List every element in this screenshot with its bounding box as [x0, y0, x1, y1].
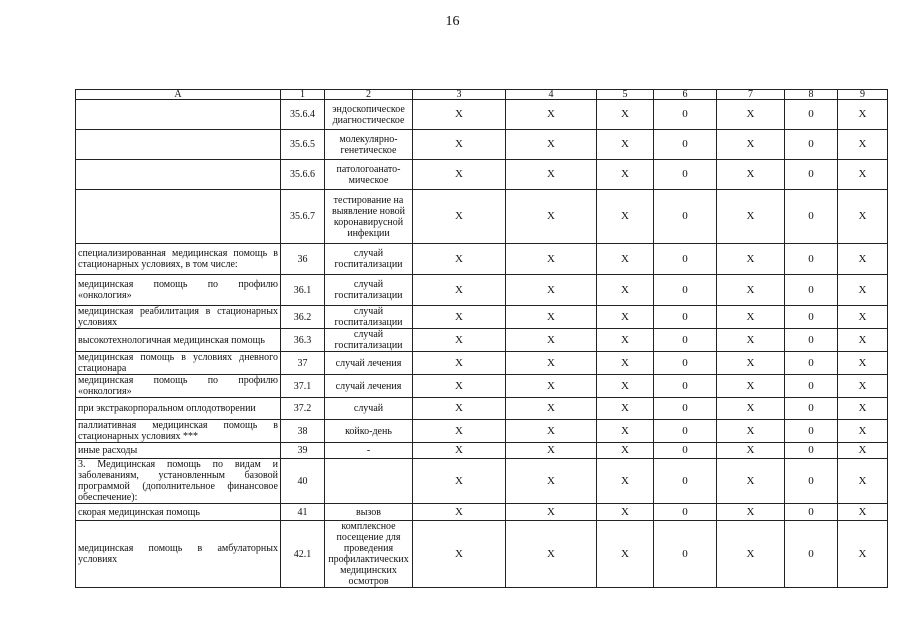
column-header: 8	[785, 90, 838, 100]
value-cell: X	[597, 275, 654, 306]
unit-cell: патологоанато-мическое	[325, 160, 413, 190]
row-code-cell: 36	[281, 244, 325, 275]
table-row	[76, 130, 888, 160]
unit-cell: -	[325, 443, 413, 459]
value-cell: 0	[654, 275, 717, 306]
column-header: A	[76, 90, 281, 100]
row-name-cell: скорая медицинская помощь	[76, 504, 281, 521]
row-name-cell: высокотехнологичная медицинская помощь	[76, 329, 281, 352]
page-number: 16	[445, 14, 460, 29]
value-cell: X	[413, 329, 506, 352]
value-cell: 0	[785, 244, 838, 275]
value-cell: X	[413, 160, 506, 190]
column-header: 1	[281, 90, 325, 100]
value-cell: X	[506, 329, 597, 352]
row-name-cell	[76, 160, 281, 190]
row-code-cell: 35.6.7	[281, 190, 325, 244]
table-row	[76, 504, 888, 521]
table-row	[76, 100, 888, 130]
unit-cell: случай госпитализации	[325, 275, 413, 306]
row-code-cell: 38	[281, 420, 325, 443]
unit-cell: случай госпитализации	[325, 329, 413, 352]
value-cell: X	[717, 100, 785, 130]
value-cell: 0	[785, 160, 838, 190]
value-cell: X	[506, 130, 597, 160]
row-code-cell: 40	[281, 459, 325, 504]
value-cell: X	[597, 100, 654, 130]
value-cell: 0	[654, 420, 717, 443]
value-cell: X	[597, 160, 654, 190]
value-cell: 0	[785, 306, 838, 329]
value-cell: X	[506, 352, 597, 375]
value-cell: X	[413, 100, 506, 130]
row-code-cell: 35.6.6	[281, 160, 325, 190]
unit-cell: койко-день	[325, 420, 413, 443]
value-cell: X	[717, 375, 785, 398]
value-cell: X	[413, 375, 506, 398]
value-cell: X	[717, 130, 785, 160]
value-cell: 0	[785, 190, 838, 244]
value-cell: X	[506, 306, 597, 329]
column-header: 9	[838, 90, 888, 100]
value-cell: X	[717, 352, 785, 375]
table-row	[76, 160, 888, 190]
value-cell: 0	[785, 443, 838, 459]
header-row	[76, 90, 888, 100]
value-cell: X	[413, 352, 506, 375]
value-cell: 0	[654, 244, 717, 275]
value-cell: X	[413, 275, 506, 306]
row-name-cell	[76, 100, 281, 130]
table-row	[76, 329, 888, 352]
value-cell: X	[717, 521, 785, 588]
value-cell: 0	[654, 352, 717, 375]
value-cell: 0	[785, 521, 838, 588]
value-cell: X	[506, 443, 597, 459]
row-name-cell: при экстракорпоральном оплодотворении	[76, 398, 281, 420]
value-cell: 0	[785, 130, 838, 160]
row-name-cell: специализированная медицинская помощь в стационарных условиях, в том числе:	[76, 244, 281, 275]
row-name-cell	[76, 190, 281, 244]
value-cell: X	[413, 443, 506, 459]
value-cell: 0	[654, 329, 717, 352]
value-cell: X	[838, 420, 888, 443]
table-body	[76, 100, 888, 588]
unit-cell: случай лечения	[325, 352, 413, 375]
column-header: 4	[506, 90, 597, 100]
unit-cell: случай	[325, 398, 413, 420]
value-cell: X	[838, 130, 888, 160]
value-cell: X	[717, 160, 785, 190]
value-cell: X	[597, 244, 654, 275]
row-name-cell: медицинская помощь в условиях дневного стационара	[76, 352, 281, 375]
table-row	[76, 275, 888, 306]
unit-cell: тестирование на выявление новой коронавирусной инфекции	[325, 190, 413, 244]
value-cell: 0	[654, 160, 717, 190]
value-cell: X	[597, 306, 654, 329]
value-cell: X	[838, 352, 888, 375]
table-row	[76, 375, 888, 398]
column-header: 2	[325, 90, 413, 100]
value-cell: X	[838, 398, 888, 420]
value-cell: X	[838, 459, 888, 504]
row-code-cell: 36.1	[281, 275, 325, 306]
value-cell: X	[717, 329, 785, 352]
table-row	[76, 521, 888, 588]
value-cell: 0	[654, 375, 717, 398]
value-cell: 0	[654, 190, 717, 244]
value-cell: X	[717, 190, 785, 244]
value-cell: 0	[785, 504, 838, 521]
value-cell: X	[597, 130, 654, 160]
table-row	[76, 352, 888, 375]
row-name-cell: 3. Медицинская помощь по видам и заболеваниям, установленным базовой программой (дополнительное финансовое обеспечение):	[76, 459, 281, 504]
value-cell: 0	[654, 398, 717, 420]
value-cell: X	[838, 244, 888, 275]
data-table	[75, 89, 888, 588]
row-name-cell: медицинская реабилитация в стационарных условиях	[76, 306, 281, 329]
value-cell: X	[413, 190, 506, 244]
value-cell: X	[506, 275, 597, 306]
value-cell: 0	[654, 443, 717, 459]
value-cell: X	[506, 244, 597, 275]
row-name-cell: иные расходы	[76, 443, 281, 459]
row-code-cell: 39	[281, 443, 325, 459]
value-cell: X	[838, 306, 888, 329]
value-cell: X	[506, 459, 597, 504]
value-cell: X	[838, 521, 888, 588]
value-cell: X	[838, 190, 888, 244]
value-cell: X	[597, 459, 654, 504]
value-cell: X	[413, 398, 506, 420]
table-row	[76, 420, 888, 443]
row-code-cell: 35.6.4	[281, 100, 325, 130]
value-cell: X	[717, 398, 785, 420]
value-cell: X	[413, 306, 506, 329]
value-cell: 0	[785, 375, 838, 398]
unit-cell: комплексное посещение для проведения профилактических медицинских осмотров	[325, 521, 413, 588]
value-cell: X	[838, 504, 888, 521]
value-cell: X	[597, 443, 654, 459]
row-code-cell: 37	[281, 352, 325, 375]
value-cell: 0	[654, 130, 717, 160]
value-cell: 0	[654, 521, 717, 588]
value-cell: X	[506, 160, 597, 190]
value-cell: X	[506, 504, 597, 521]
row-code-cell: 42.1	[281, 521, 325, 588]
value-cell: X	[717, 459, 785, 504]
row-code-cell: 41	[281, 504, 325, 521]
value-cell: X	[717, 443, 785, 459]
column-header: 6	[654, 90, 717, 100]
unit-cell: эндоскопическое диагностическое	[325, 100, 413, 130]
value-cell: X	[717, 504, 785, 521]
row-name-cell	[76, 130, 281, 160]
value-cell: X	[717, 244, 785, 275]
value-cell: X	[597, 329, 654, 352]
value-cell: 0	[654, 306, 717, 329]
table-row	[76, 244, 888, 275]
value-cell: X	[838, 100, 888, 130]
value-cell: 0	[654, 459, 717, 504]
value-cell: X	[506, 521, 597, 588]
value-cell: 0	[654, 100, 717, 130]
value-cell: X	[506, 398, 597, 420]
row-code-cell: 35.6.5	[281, 130, 325, 160]
row-code-cell: 36.3	[281, 329, 325, 352]
row-code-cell: 36.2	[281, 306, 325, 329]
value-cell: X	[597, 375, 654, 398]
table-row	[76, 398, 888, 420]
value-cell: X	[597, 190, 654, 244]
row-name-cell: медицинская помощь по профилю «онкология»	[76, 375, 281, 398]
row-code-cell: 37.1	[281, 375, 325, 398]
row-name-cell: медицинская помощь в амбулаторных условиях	[76, 521, 281, 588]
value-cell: X	[717, 306, 785, 329]
value-cell: X	[506, 190, 597, 244]
column-header: 5	[597, 90, 654, 100]
unit-cell: случай госпитализации	[325, 306, 413, 329]
value-cell: X	[838, 375, 888, 398]
unit-cell: молекулярно-генетическое	[325, 130, 413, 160]
value-cell: X	[838, 443, 888, 459]
column-header: 7	[717, 90, 785, 100]
value-cell: X	[597, 352, 654, 375]
value-cell: X	[838, 275, 888, 306]
value-cell: 0	[785, 420, 838, 443]
value-cell: X	[597, 420, 654, 443]
value-cell: X	[413, 521, 506, 588]
table-row	[76, 306, 888, 329]
value-cell: X	[838, 329, 888, 352]
value-cell: X	[597, 521, 654, 588]
value-cell: X	[413, 504, 506, 521]
row-name-cell: медицинская помощь по профилю «онкология»	[76, 275, 281, 306]
value-cell: 0	[785, 100, 838, 130]
unit-cell: случай госпитализации	[325, 244, 413, 275]
unit-cell	[325, 459, 413, 504]
value-cell: X	[597, 398, 654, 420]
value-cell: X	[717, 420, 785, 443]
value-cell: X	[413, 130, 506, 160]
unit-cell: вызов	[325, 504, 413, 521]
value-cell: 0	[654, 504, 717, 521]
value-cell: X	[838, 160, 888, 190]
value-cell: 0	[785, 459, 838, 504]
value-cell: 0	[785, 398, 838, 420]
value-cell: 0	[785, 275, 838, 306]
row-code-cell: 37.2	[281, 398, 325, 420]
value-cell: X	[597, 504, 654, 521]
value-cell: X	[413, 420, 506, 443]
column-header: 3	[413, 90, 506, 100]
table-row	[76, 443, 888, 459]
value-cell: X	[506, 420, 597, 443]
value-cell: X	[413, 459, 506, 504]
unit-cell: случай лечения	[325, 375, 413, 398]
value-cell: X	[506, 100, 597, 130]
table-row	[76, 459, 888, 504]
value-cell: 0	[785, 352, 838, 375]
value-cell: 0	[785, 329, 838, 352]
row-name-cell: паллиативная медицинская помощь в стационарных условиях ***	[76, 420, 281, 443]
value-cell: X	[717, 275, 785, 306]
table-row	[76, 190, 888, 244]
value-cell: X	[413, 244, 506, 275]
value-cell: X	[506, 375, 597, 398]
